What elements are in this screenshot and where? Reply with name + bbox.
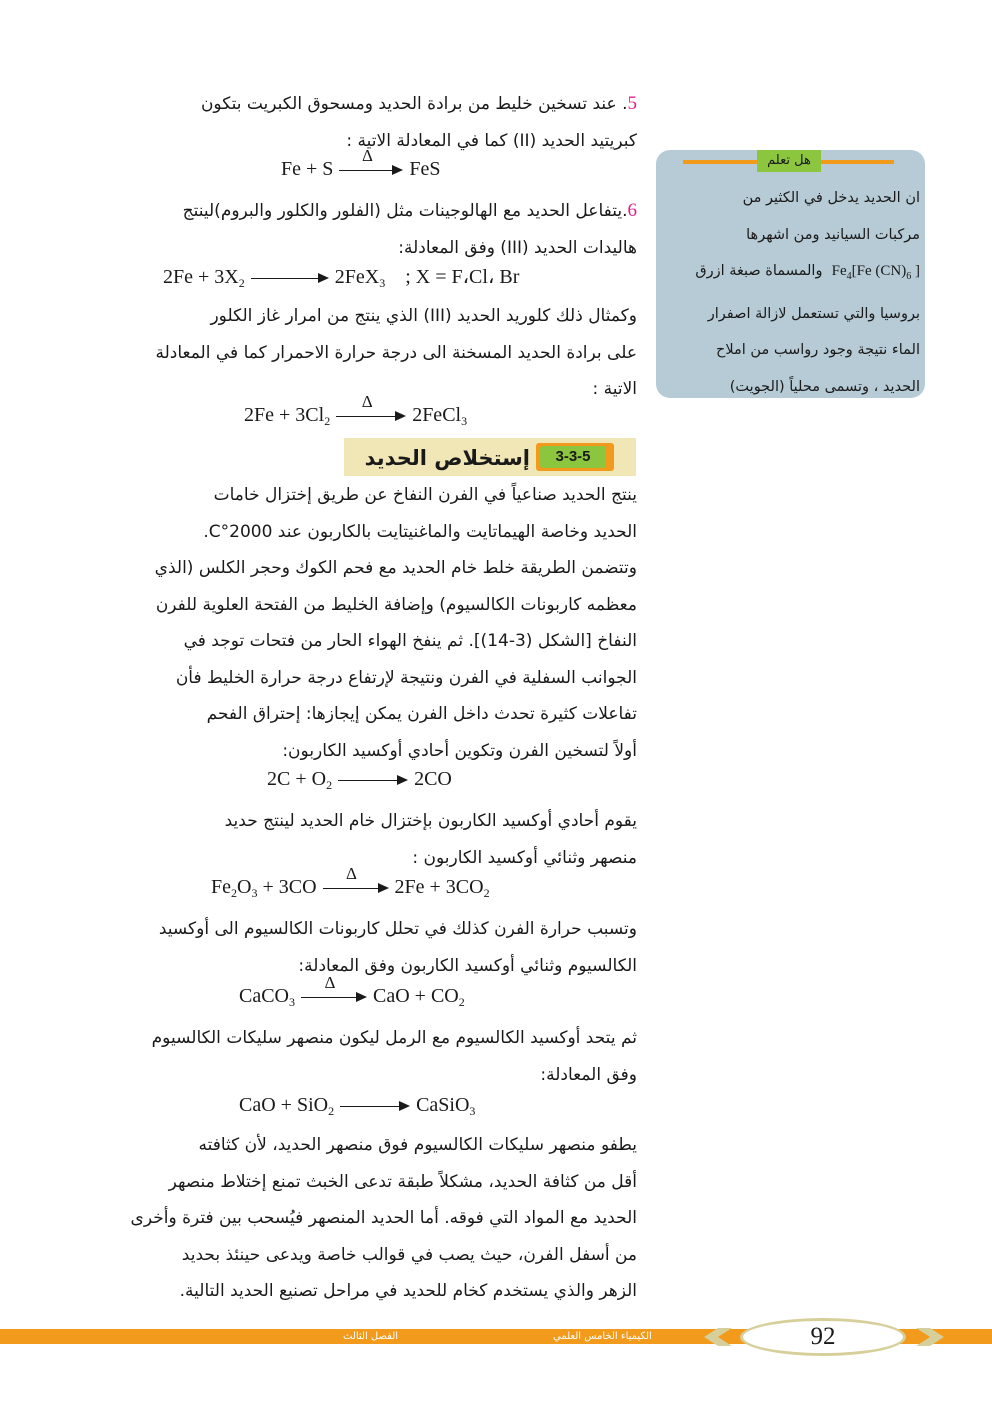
prussian-blue-formula: $Fe_4[Fe$ $(CN)_6$ ]	[831, 263, 920, 282]
slag-paragraph: ثم يتحد أوكسيد الكالسيوم مع الرمل ليكون منصهر سليكات الكالسيوم وفق المعادلة:	[151, 1028, 637, 1085]
item-5-line2: كبريتيد الحديد (II) كما في المعادلة الاتية :	[346, 130, 637, 151]
item-5-number: 5	[627, 93, 637, 114]
item-6-number: 6	[627, 200, 637, 221]
equation-casio3: CaO + SiO$_2$ CaSiO$_3$	[239, 1094, 476, 1118]
reaction-arrow-icon	[251, 268, 329, 288]
did-you-know-tag: هل تعلم	[757, 150, 821, 172]
sidebar-formula-line: $Fe_4[Fe$ $(CN)_6$ ] والمسماة صبغة ازرق	[695, 263, 920, 282]
reaction-arrow-icon: Δ	[339, 160, 403, 180]
limestone-paragraph: وتسبب حرارة الفرن كذلك في تحلل كاربونات الكالسيوم الى أوكسيد الكالسيوم وثنائي أوكسيد الكاربون وفق المعادلة:	[158, 919, 637, 976]
equation-fe-s: Fe + S Δ FeS	[281, 146, 441, 180]
item-6-line2: هاليدات الحديد (III) وفق المعادلة:	[398, 237, 637, 258]
footer-chapter: الفصل الثالث	[343, 1331, 399, 1342]
reduction-paragraph: يقوم أحادي أوكسيد الكاربون بإختزال خام الحديد لينتج حديد منصهر وثنائي أوكسيد الكاربون :	[224, 811, 637, 868]
item-6-line1: 6.يتفاعل الحديد مع الهالوجينات مثل (الفلور والكلور والبروم)لينتج	[182, 200, 637, 221]
reaction-arrow-icon: Δ	[336, 406, 406, 426]
footer-book-title: الكيمياء الخامس العلمي	[553, 1331, 652, 1342]
extraction-paragraph: ينتج الحديد صناعياً في الفرن النفاخ عن طريق إختزال خامات الحديد وخاصة الهيماتايت والماغنيتايت بالكاربون عند 2000°C. وتتضمن الطريقة خلط خام الحديد مع فحم الكوك وحجر الكلس (الذي معظمه كاربونات الكالسيوم) وإضافة الخليط من الفتحة العلوية للفرن النفاخ [الشكل (3-14)]. ثم ينفخ الهواء الحار من فتحات توجد في الجوانب السفلية في الفرن ونتيجة لإرتفاع درجة حرارة الخليط فأن تفاعلات كثيرة تحدث داخل الفرن يمكن إيجازها: إحتراق الفحم أولاً لتسخين الفرن وتكوين أحادي أوكسيد الكاربون:	[154, 485, 637, 761]
section-number-badge: 3-3-5	[536, 443, 614, 471]
did-you-know-text: ان الحديد يدخل في الكثير من مركبات السيانيد ومن اشهرها $Fe_4[Fe$ $(CN)_6$ ] والمسماة صبغة ازرق بروسيا والتي تستعمل لازالة اصفرار الماء نتيجة وجود رواسب من املاح الحديد ، وتسمى محلياً (الجويت)	[662, 180, 920, 405]
reaction-arrow-icon	[340, 1096, 410, 1116]
reaction-arrow-icon: Δ	[323, 878, 389, 898]
example-paragraph: وكمثال ذلك كلوريد الحديد (III) الذي ينتج من امرار غاز الكلور على برادة الحديد المسخنة الى درجة حرارة الاحمرار كما في المعادلة الاتية :	[155, 306, 637, 399]
reaction-arrow-icon: Δ	[301, 987, 367, 1007]
section-title: إستخلاص الحديد	[364, 446, 530, 470]
equation-iron-halogen: $2Fe + 3X_2$ 2FeX$_3$ ; X = F،Cl، Br	[163, 266, 520, 290]
page-number: 92	[810, 1323, 836, 1350]
item-5-line1: 5. عند تسخين خليط من برادة الحديد ومسحوق الكبريت بتكون	[200, 93, 637, 114]
equation-caco3-decomposition: CaCO$_3$ Δ CaO + $CO_2$	[239, 973, 465, 1009]
final-paragraph: يطفو منصهر سليكات الكالسيوم فوق منصهر الحديد، لأن كثافته أقل من كثافة الحديد، مشكلاً طبقة تدعى الخبث تمنع إختلاط منصهر الحديد مع المواد التي فوقه. أما الحديد المنصهر فيُسحب بين فترة وأخرى من أسفل الفرن، حيث يصب في قوالب خاصة ويدعى حينئذ بحديد الزهر والذي يستخدم كخام للحديد في مراحل تصنيع الحديد التالية.	[130, 1135, 637, 1301]
equation-iron-oxide-reduction: $Fe_2O_3 + 3CO$ Δ $2Fe + 3CO_2$	[211, 864, 490, 900]
item-6	[94, 193, 637, 266]
equation-co-formation: $2C + O_2$ 2CO	[267, 768, 452, 792]
reaction-arrow-icon	[338, 770, 408, 790]
equation-fecl3: $2Fe + 3Cl_2$ Δ 2FeCl$_3$	[244, 392, 468, 428]
